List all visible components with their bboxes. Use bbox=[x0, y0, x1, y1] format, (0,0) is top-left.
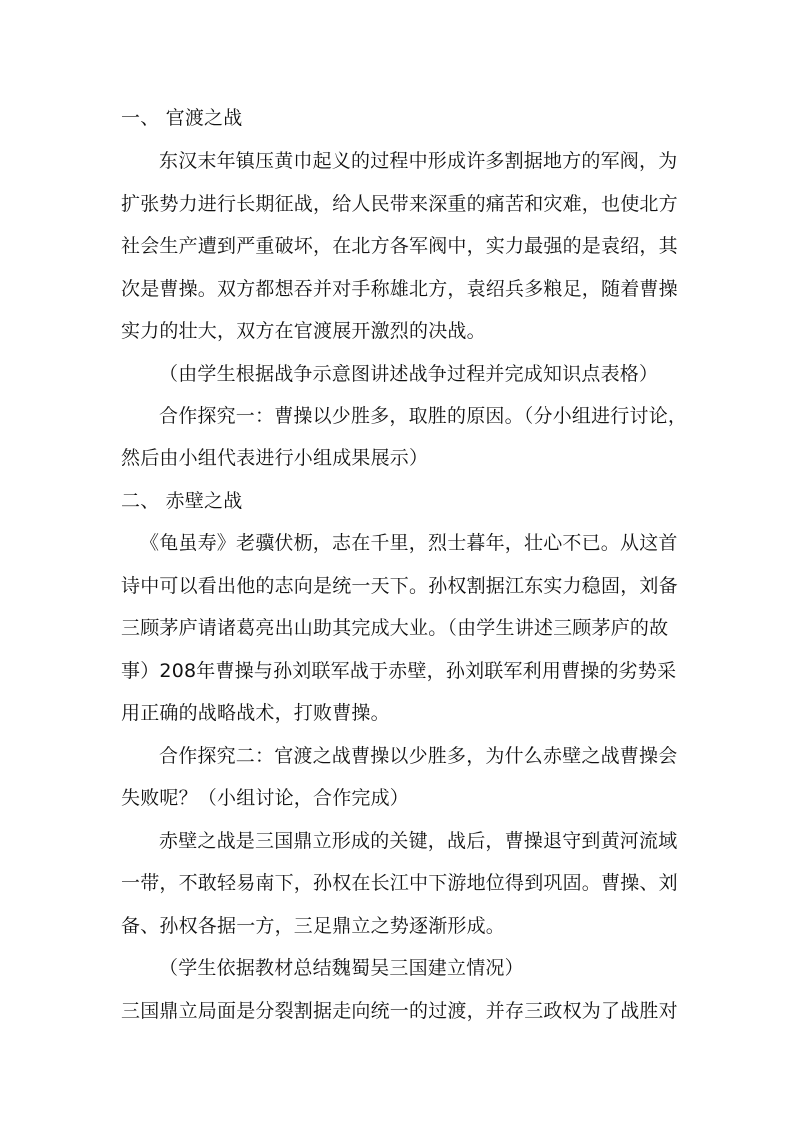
heading-guandu: 一、 官渡之战 bbox=[121, 107, 243, 129]
cooperative-inquiry-2: 合作探究二：官渡之战曹操以少胜多，为什么赤壁之战曹操会 bbox=[159, 745, 678, 767]
paragraph-line: 备、孙权各据一方，三足鼎立之势逐渐形成。 bbox=[121, 915, 506, 937]
cooperative-inquiry-1: 合作探究一：曹操以少胜多，取胜的原因。（分小组进行讨论， bbox=[159, 405, 688, 427]
paragraph-line: 三顾茅庐请诸葛亮出山助其完成大业。（由学生讲述三顾茅庐的故 bbox=[121, 617, 669, 639]
paragraph-line: 用正确的战略战术，打败曹操。 bbox=[121, 702, 390, 724]
paragraph-line: 事）208年曹操与孙刘联军战于赤壁，孙刘联军利用曹操的劣势采 bbox=[121, 660, 677, 682]
paragraph-line: 东汉末年镇压黄巾起义的过程中形成许多割据地方的军阀，为 bbox=[159, 150, 678, 172]
paragraph-line: 一带，不敢轻易南下，孙权在长江中下游地位得到巩固。曹操、刘 bbox=[121, 872, 678, 894]
paragraph-line: 三国鼎立局面是分裂割据走向统一的过渡，并存三政权为了战胜对 bbox=[121, 1000, 678, 1022]
paragraph-line: 实力的壮大，双方在官渡展开激烈的决战。 bbox=[121, 320, 486, 342]
paragraph-line: 然后由小组代表进行小组成果展示） bbox=[121, 447, 429, 469]
paragraph-line: 扩张势力进行长期征战，给人民带来深重的痛苦和灾难，也使北方 bbox=[121, 193, 678, 215]
paragraph-line: 次是曹操。双方都想吞并对手称雄北方，袁绍兵多粮足，随着曹操 bbox=[121, 278, 678, 300]
paragraph-line: 社会生产遭到严重破坏，在北方各军阀中，实力最强的是袁绍，其 bbox=[121, 235, 678, 257]
paragraph-line: 失败呢？（小组讨论，合作完成） bbox=[121, 787, 410, 809]
paragraph-line: 诗中可以看出他的志向是统一天下。孙权割据江东实力稳固，刘备 bbox=[121, 575, 678, 597]
instruction-line: （由学生根据战争示意图讲述战争过程并完成知识点表格） bbox=[159, 363, 659, 385]
paragraph-line: 《龟虽寿》老骥伏枥，志在千里，烈士暮年，壮心不已。从这首 bbox=[140, 532, 678, 554]
heading-chibi: 二、 赤壁之战 bbox=[121, 490, 243, 512]
instruction-line: （学生依据教材总结魏蜀吴三国建立情况） bbox=[159, 957, 524, 979]
paragraph-line: 赤壁之战是三国鼎立形成的关键，战后，曹操退守到黄河流域 bbox=[159, 830, 678, 852]
